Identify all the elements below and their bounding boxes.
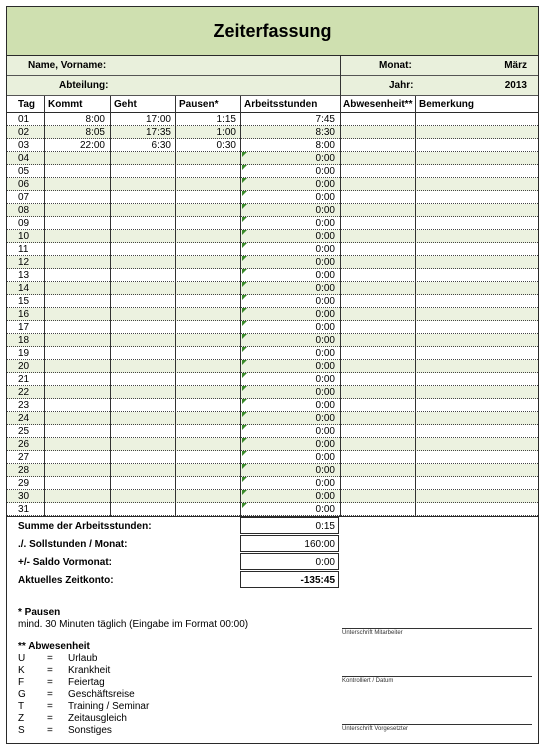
legend-code: F [18, 677, 25, 688]
arbeitsstunden-cell: 0:00 [315, 205, 335, 216]
formula-marker-icon [242, 321, 247, 326]
legend-text: Sonstiges [68, 725, 112, 736]
legend-equals: = [47, 677, 53, 688]
formula-marker-icon [242, 386, 247, 391]
jahr-value[interactable]: 2013 [504, 80, 527, 91]
legend-text: Training / Seminar [68, 701, 150, 712]
table-row [7, 126, 538, 139]
geht-cell[interactable]: 17:35 [145, 127, 171, 138]
tag-cell: 18 [18, 335, 30, 346]
pause-cell[interactable]: 1:15 [216, 114, 236, 125]
table-row [7, 230, 538, 243]
arbeitsstunden-cell: 0:00 [315, 374, 335, 385]
table-row [7, 425, 538, 438]
legend-equals: = [47, 653, 53, 664]
formula-marker-icon [242, 165, 247, 170]
formula-marker-icon [242, 477, 247, 482]
formula-marker-icon [242, 438, 247, 443]
col-header-arbeitsstunden: Arbeitsstunden [244, 99, 318, 110]
arbeitsstunden-cell: 0:00 [315, 231, 335, 242]
name-label: Name, Vorname: [28, 60, 107, 71]
formula-marker-icon [242, 191, 247, 196]
geht-cell[interactable]: 6:30 [151, 140, 171, 151]
table-row [7, 360, 538, 373]
tag-cell: 07 [18, 192, 30, 203]
legend-code: G [18, 689, 26, 700]
arbeitsstunden-cell: 0:00 [315, 478, 335, 489]
summe-label: Summe der Arbeitsstunden: [18, 521, 152, 532]
formula-marker-icon [242, 373, 247, 378]
abteilung-label: Abteilung: [59, 80, 109, 91]
konto-label: Aktuelles Zeitkonto: [18, 575, 114, 586]
arbeitsstunden-cell: 0:00 [315, 296, 335, 307]
tag-cell: 05 [18, 166, 30, 177]
tag-cell: 02 [18, 127, 30, 138]
col-header-bemerkung: Bemerkung [419, 99, 475, 110]
time-rows [7, 113, 538, 516]
arbeitsstunden-cell: 0:00 [315, 504, 335, 515]
arbeitsstunden-cell: 0:00 [315, 465, 335, 476]
legend-code: Z [18, 713, 25, 724]
tag-cell: 22 [18, 387, 30, 398]
table-row [7, 321, 538, 334]
formula-marker-icon [242, 295, 247, 300]
arbeitsstunden-cell: 0:00 [315, 166, 335, 177]
legend-text: Urlaub [68, 653, 98, 664]
tag-cell: 15 [18, 296, 30, 307]
table-row [7, 334, 538, 347]
formula-marker-icon [242, 243, 247, 248]
legend-code: U [18, 653, 26, 664]
formula-marker-icon [242, 464, 247, 469]
tag-cell: 20 [18, 361, 30, 372]
arbeitsstunden-cell: 0:00 [315, 387, 335, 398]
kommt-cell[interactable]: 8:00 [85, 114, 105, 125]
tag-cell: 01 [18, 114, 30, 125]
arbeitsstunden-cell: 0:00 [315, 348, 335, 359]
legend-code: S [18, 725, 25, 736]
table-row [7, 451, 538, 464]
legend-equals: = [47, 665, 53, 676]
formula-marker-icon [242, 490, 247, 495]
arbeitsstunden-cell: 0:00 [315, 452, 335, 463]
arbeitsstunden-cell: 0:00 [315, 309, 335, 320]
tag-cell: 27 [18, 452, 30, 463]
table-row [7, 373, 538, 386]
table-row [7, 282, 538, 295]
table-row [7, 191, 538, 204]
saldo-value[interactable]: 0:00 [240, 553, 339, 570]
arbeitsstunden-cell: 0:00 [315, 283, 335, 294]
table-row [7, 295, 538, 308]
formula-marker-icon [242, 334, 247, 339]
table-row [7, 503, 538, 516]
arbeitsstunden-cell: 7:45 [315, 114, 335, 125]
tag-cell: 25 [18, 426, 30, 437]
formula-marker-icon [242, 503, 247, 508]
info-row-name [7, 56, 538, 76]
tag-cell: 13 [18, 270, 30, 281]
signature-vorgesetzter-label: Unterschrift Vorgesetzter [342, 726, 409, 732]
arbeitsstunden-cell: 0:00 [315, 192, 335, 203]
legend-text: Krankheit [68, 665, 111, 676]
formula-marker-icon [242, 360, 247, 365]
col-header-abwesenheit: Abwesenheit** [343, 99, 413, 110]
formula-marker-icon [242, 282, 247, 287]
tag-cell: 14 [18, 283, 30, 294]
table-row [7, 204, 538, 217]
table-row [7, 477, 538, 490]
arbeitsstunden-cell: 0:00 [315, 400, 335, 411]
tag-cell: 28 [18, 465, 30, 476]
formula-marker-icon [242, 399, 247, 404]
table-row [7, 464, 538, 477]
arbeitsstunden-cell: 0:00 [315, 179, 335, 190]
abwesenheit-title: ** Abwesenheit [18, 641, 90, 652]
table-row [7, 412, 538, 425]
formula-marker-icon [242, 269, 247, 274]
table-row [7, 178, 538, 191]
pause-cell[interactable]: 0:30 [216, 140, 236, 151]
table-row [7, 399, 538, 412]
arbeitsstunden-cell: 0:00 [315, 335, 335, 346]
arbeitsstunden-cell: 0:00 [315, 413, 335, 424]
tag-cell: 10 [18, 231, 30, 242]
page-title: Zeiterfassung [7, 7, 538, 56]
pausen-text: mind. 30 Minuten täglich (Eingabe im Format 00:00) [18, 619, 249, 630]
saldo-label: +/- Saldo Vormonat: [18, 557, 112, 568]
arbeitsstunden-cell: 0:00 [315, 426, 335, 437]
tag-cell: 04 [18, 153, 30, 164]
monat-value[interactable]: März [504, 60, 527, 71]
formula-marker-icon [242, 230, 247, 235]
tag-cell: 09 [18, 218, 30, 229]
formula-marker-icon [242, 152, 247, 157]
col-header-pausen: Pausen* [179, 99, 219, 110]
monat-label: Monat: [379, 60, 412, 71]
col-header-geht: Geht [114, 99, 137, 110]
arbeitsstunden-cell: 8:00 [315, 140, 335, 151]
table-row [7, 438, 538, 451]
arbeitsstunden-cell: 0:00 [315, 491, 335, 502]
formula-marker-icon [242, 178, 247, 183]
table-row [7, 269, 538, 282]
table-header [7, 96, 538, 113]
legend-equals: = [47, 701, 53, 712]
formula-marker-icon [242, 412, 247, 417]
table-row [7, 256, 538, 269]
formula-marker-icon [242, 217, 247, 222]
signature-kontrolliert-label: Kontrolliert / Datum [342, 678, 394, 684]
soll-value[interactable]: 160:00 [240, 535, 339, 552]
tag-cell: 16 [18, 309, 30, 320]
formula-marker-icon [242, 451, 247, 456]
table-row [7, 308, 538, 321]
tag-cell: 31 [18, 504, 30, 515]
kommt-cell[interactable]: 22:00 [79, 140, 105, 151]
tag-cell: 21 [18, 374, 30, 385]
soll-label: ./. Sollstunden / Monat: [18, 539, 128, 550]
info-row-abteilung [7, 76, 538, 96]
arbeitsstunden-cell: 0:00 [315, 257, 335, 268]
formula-marker-icon [242, 347, 247, 352]
tag-cell: 30 [18, 491, 30, 502]
pause-cell[interactable]: 1:00 [216, 127, 236, 138]
arbeitsstunden-cell: 0:00 [315, 322, 335, 333]
signature-mitarbeiter-label: Unterschrift Mitarbeiter [342, 630, 403, 636]
formula-marker-icon [242, 256, 247, 261]
formula-marker-icon [242, 425, 247, 430]
tag-cell: 08 [18, 205, 30, 216]
legend-text: Zeitausgleich [68, 713, 127, 724]
legend-equals: = [47, 689, 53, 700]
legend-text: Feiertag [68, 677, 105, 688]
table-row [7, 386, 538, 399]
tag-cell: 03 [18, 140, 30, 151]
tag-cell: 17 [18, 322, 30, 333]
tag-cell: 29 [18, 478, 30, 489]
geht-cell[interactable]: 17:00 [145, 114, 171, 125]
arbeitsstunden-cell: 0:00 [315, 153, 335, 164]
col-header-tag: Tag [18, 99, 36, 110]
arbeitsstunden-cell: 0:00 [315, 244, 335, 255]
formula-marker-icon [242, 308, 247, 313]
tag-cell: 24 [18, 413, 30, 424]
table-row [7, 152, 538, 165]
tag-cell: 11 [18, 244, 29, 255]
kommt-cell[interactable]: 8:05 [85, 127, 105, 138]
formula-marker-icon [242, 204, 247, 209]
arbeitsstunden-cell: 0:00 [315, 439, 335, 450]
table-row [7, 347, 538, 360]
arbeitsstunden-cell: 0:00 [315, 218, 335, 229]
arbeitsstunden-cell: 8:30 [315, 127, 335, 138]
table-row [7, 217, 538, 230]
timesheet [6, 6, 539, 744]
legend-equals: = [47, 713, 53, 724]
legend-code: T [18, 701, 25, 712]
konto-value: -135:45 [240, 571, 339, 588]
legend-equals: = [47, 725, 53, 736]
tag-cell: 26 [18, 439, 30, 450]
tag-cell: 06 [18, 179, 30, 190]
jahr-label: Jahr: [389, 80, 414, 91]
summe-value: 0:15 [240, 517, 339, 534]
table-row [7, 113, 538, 126]
tag-cell: 19 [18, 348, 30, 359]
pausen-title: * Pausen [18, 607, 61, 618]
tag-cell: 23 [18, 400, 30, 411]
arbeitsstunden-cell: 0:00 [315, 270, 335, 281]
col-header-kommt: Kommt [48, 99, 83, 110]
table-row [7, 243, 538, 256]
tag-cell: 12 [18, 257, 30, 268]
arbeitsstunden-cell: 0:00 [315, 361, 335, 372]
table-row [7, 490, 538, 503]
legend-text: Geschäftsreise [68, 689, 135, 700]
table-row [7, 139, 538, 152]
legend-code: K [18, 665, 25, 676]
table-row [7, 165, 538, 178]
